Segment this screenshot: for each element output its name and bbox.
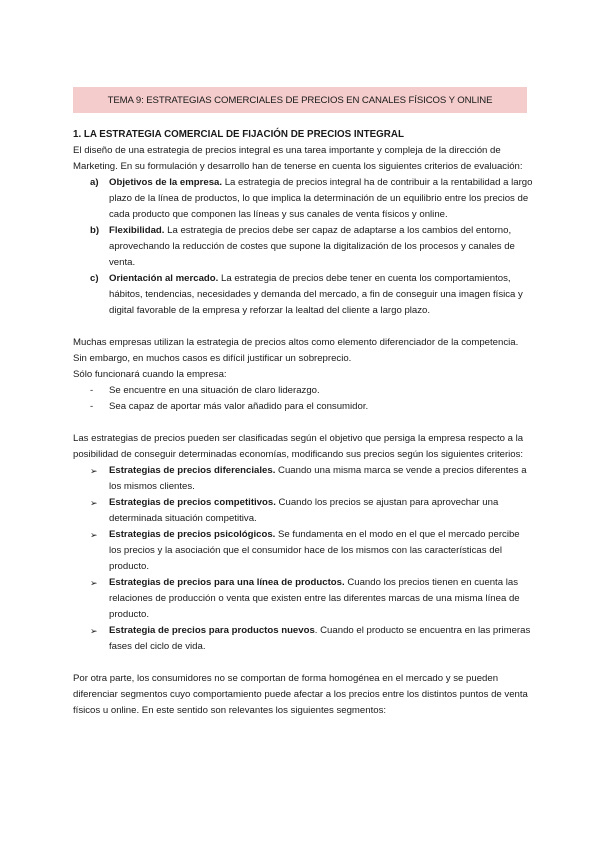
spacer <box>73 655 533 671</box>
strategy-description: Cuando una misma marca se vende a precios diferentes a los mismos clientes. <box>109 465 527 492</box>
strategy-text <box>109 575 533 623</box>
strategy-description: Se fundamenta en el modo en el que el mercado percibe los precios y la asociación que el consumidor hace de los mismos con las características del producto. <box>109 529 520 572</box>
document-body <box>73 127 533 719</box>
consumers-paragraph: Por otra parte, los consumidores no se comportan de forma homogénea en el mercado y se pueden diferenciar segmentos cuyo comportamiento puede afectar a los precios entre los distintos puntos de venta físicos u online. En este sentido son relevantes los siguientes segmentos: <box>73 673 528 716</box>
strategy-term: Estrategia de precios para productos nuevos <box>109 625 315 636</box>
criteria-item-a <box>73 175 533 223</box>
criteria-description: La estrategia de precios integral ha de contribuir a la rentabilidad a largo plazo de la línea de productos, lo que implica la determinación de un equilibrio entre los precios de cada producto que componen las líneas y sus canales de venta físicos y online. <box>109 177 533 220</box>
title-banner <box>73 87 527 113</box>
arrow-bullet-icon: ➢ <box>90 498 98 508</box>
high-prices-paragraph: Muchas empresas utilizan la estrategia de precios altos como elemento diferenciador de la competencia. <box>73 337 519 348</box>
criteria-description: La estrategia de precios debe tener en cuenta los comportamientos, hábitos, tendencias, necesidades y demanda del mercado, a fin de conseguir una imagen física y digital favorable de la empresa y reforzar la lealtad del cliente a largo plazo. <box>109 273 523 316</box>
conditions-list <box>73 383 533 415</box>
classification-paragraph: Las estrategias de precios pueden ser clasificadas según el objetivo que persiga la empresa respecto a la posibilidad de conseguir determinadas economías, modificando sus precios según los siguientes criterios: <box>73 433 524 460</box>
strategy-text <box>109 463 533 495</box>
strategy-term: Estrategias de precios para una línea de productos. <box>109 577 345 588</box>
strategies-list <box>73 463 533 655</box>
dash-marker: - <box>90 385 94 396</box>
strategy-term: Estrategias de precios diferenciales. <box>109 465 276 476</box>
criteria-item-b <box>73 223 533 271</box>
list-marker: c) <box>90 273 99 284</box>
conditions-intro: Sólo funcionará cuando la empresa: <box>73 369 227 380</box>
overprice-paragraph: Sin embargo, en muchos casos es difícil justificar un sobreprecio. <box>73 353 352 364</box>
spacer <box>73 415 533 431</box>
criteria-item-text <box>109 175 533 223</box>
list-marker: a) <box>90 177 99 188</box>
condition-item <box>73 383 533 399</box>
strategy-text <box>109 527 533 575</box>
condition-text: Se encuentre en una situación de claro liderazgo. <box>109 385 320 396</box>
arrow-bullet-icon: ➢ <box>90 626 98 636</box>
document-title: TEMA 9: ESTRATEGIAS COMERCIALES DE PRECIOS EN CANALES FÍSICOS Y ONLINE <box>107 94 493 106</box>
strategy-item <box>73 623 533 655</box>
strategy-item <box>73 527 533 575</box>
strategy-term: Estrategias de precios competitivos. <box>109 497 276 508</box>
strategy-description: . Cuando el producto se encuentra en las primeras fases del ciclo de vida. <box>109 625 531 652</box>
strategy-item <box>73 463 533 495</box>
criteria-list <box>73 175 533 319</box>
condition-item <box>73 399 533 415</box>
criteria-description: La estrategia de precios debe ser capaz de adaptarse a los cambios del entorno, aprovechando la reducción de costes que supone la digitalización de los procesos y canales de venta. <box>109 225 515 268</box>
strategy-text <box>109 495 533 527</box>
arrow-bullet-icon: ➢ <box>90 578 98 588</box>
condition-text: Sea capaz de aportar más valor añadido para el consumidor. <box>109 401 369 412</box>
spacer <box>73 319 533 335</box>
criteria-term: Flexibilidad. <box>109 225 165 236</box>
arrow-bullet-icon: ➢ <box>90 530 98 540</box>
strategy-term: Estrategias de precios psicológicos. <box>109 529 276 540</box>
criteria-item-c <box>73 271 533 319</box>
criteria-item-text <box>109 223 533 271</box>
criteria-term: Orientación al mercado. <box>109 273 219 284</box>
arrow-bullet-icon: ➢ <box>90 466 98 476</box>
list-marker: b) <box>90 225 100 236</box>
criteria-term: Objetivos de la empresa. <box>109 177 223 188</box>
strategy-description: Cuando los precios se ajustan para aprovechar una determinada situación competitiva. <box>109 497 499 524</box>
strategy-text <box>109 623 533 655</box>
strategy-item <box>73 575 533 623</box>
dash-marker: - <box>90 401 94 412</box>
strategy-description: Cuando los precios tienen en cuenta las relaciones de producción o venta que existen entre las diferentes marcas de una misma línea de producto. <box>109 577 520 620</box>
strategy-item <box>73 495 533 527</box>
section-heading: 1. LA ESTRATEGIA COMERCIAL DE FIJACIÓN DE PRECIOS INTEGRAL <box>73 129 404 140</box>
criteria-item-text <box>109 271 533 319</box>
intro-paragraph: El diseño de una estrategia de precios integral es una tarea importante y compleja de la dirección de Marketing. En su formulación y desarrollo han de tenerse en cuenta los siguientes criterios de evaluación: <box>73 145 523 172</box>
